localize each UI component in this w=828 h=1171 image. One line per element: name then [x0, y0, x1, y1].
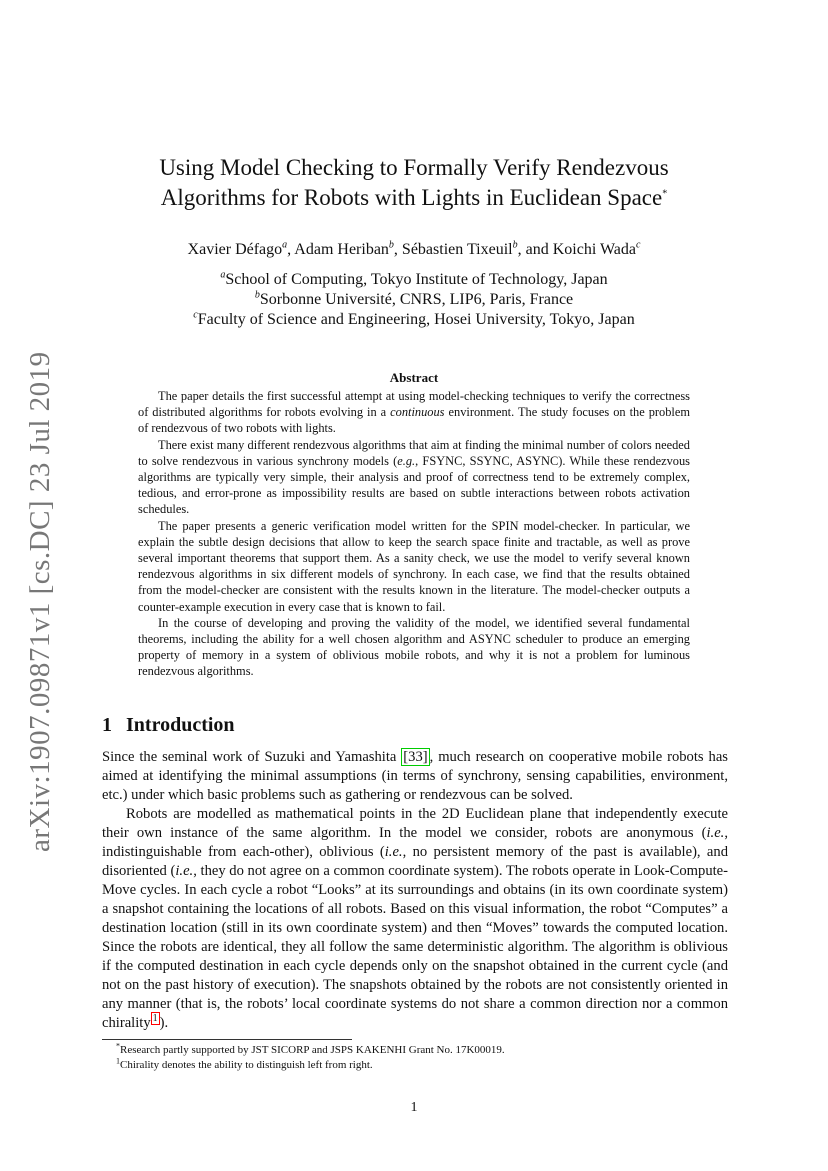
body-paragraph [102, 805, 728, 1033]
arxiv-identifier: arXiv:1907.09871v1 [cs.DC] 23 Jul 2019 [24, 351, 56, 852]
citation-link[interactable]: [33] [403, 749, 428, 765]
affiliation-list [120, 270, 708, 330]
affiliation [120, 270, 708, 290]
body-emphasis: i.e. [384, 844, 403, 860]
affiliation-text: Faculty of Science and Engineering, Hosei University, Tokyo, Japan [197, 311, 635, 328]
author-separator: , [393, 241, 402, 258]
author-name: Sébastien Tixeuil [401, 241, 513, 258]
body-text: , indistinguishable from each-other), oblivious ( [102, 825, 728, 860]
abstract-text: There exist many different rendezvous algorithms that aim at finding the minimal number of colors needed to solve rendezvous in various synchrony models ( [138, 437, 690, 468]
title-line-2 [120, 183, 708, 213]
affiliation-text: School of Computing, Tokyo Institute of Technology, Japan [225, 271, 608, 288]
footnote-mark: 1 [116, 1056, 120, 1066]
abstract-text: , FSYNC, SSYNC, ASYNC). While these rendezvous algorithms are typically very simple, their analysis and proof of correctness tend to be extremely complex, tedious, and error-prone as impossibility results are based on subtle interactions between robots activation schedules. [138, 453, 690, 517]
body-text: , they do not agree on a common coordinate system). The robots operate in Look-Compute-Move cycles. In each cycle a robot “Looks” at its surroundings and obtains (in its own coordinate system) a snapshot containing the locations of all robots. Based on this visual information, the robot “Computes” a destination location (still in its own coordinate system) and then “Moves” towards the computed location. Since the robots are identical, they all follow the same deterministic algorithm. The algorithm is oblivious if the computed destination in each cycle depends only on the snapshot obtained in the current cycle (and not on the past history of execution). The snapshots obtained by the robots are not consistently oriented in any manner (that is, the robots’ local coordinate systems do not share a common direction nor a common chirality [102, 863, 729, 1031]
author-mark: a [282, 239, 288, 251]
author-mark: c [636, 239, 641, 251]
footnote-link[interactable]: 1 [152, 1013, 158, 1025]
footnote [102, 1043, 728, 1058]
affiliation-mark: b [254, 289, 260, 301]
section-heading [102, 712, 235, 738]
body-text: Robots are modelled as mathematical points in the 2D Euclidean plane that independently execute their own instance of the same algorithm. In the model we consider, robots are anonymous ( [102, 806, 728, 841]
author-mark: b [512, 239, 518, 251]
page-number: 1 [410, 1100, 418, 1115]
affiliation-mark: a [220, 269, 226, 281]
footnote-divider [102, 1039, 352, 1040]
body-emphasis: i.e. [175, 863, 194, 879]
section-number: 1 [102, 714, 112, 736]
affiliation [120, 310, 708, 330]
affiliation-text: Sorbonne Université, CNRS, LIP6, Paris, France [259, 291, 574, 308]
abstract-text: The paper details the first successful attempt at using model-checking techniques to verify the correctness of distributed algorithms for robots evolving in a [138, 389, 690, 420]
abstract-paragraph [138, 437, 690, 518]
footnote-text: Chirality denotes the ability to distinguish left from right. [120, 1059, 373, 1071]
abstract-emphasis: continuous [390, 405, 445, 420]
abstract-paragraph: The paper presents a generic verification model written for the SPIN model-checker. In particular, we explain the subtle design decisions that allow to keep the search space finite and tractable, as well as prove several important theorems that support them. As a sanity check, we use the model to verify several known rendezvous algorithms in six different models of synchrony. In each case, we find that the results obtained from the model-checker are consistent with the results known in the literature. The model-checker outputs a counter-example execution in every case that is known to fail. [138, 518, 690, 614]
body-text: ). [159, 1015, 169, 1031]
author-name: Xavier Défago [187, 241, 283, 258]
affiliation-mark: c [193, 309, 198, 321]
footnote-mark: * [116, 1041, 120, 1051]
section-title: Introduction [126, 714, 235, 736]
author-list [120, 240, 708, 260]
abstract-emphasis: e.g. [397, 453, 416, 468]
title-line-2-text: Algorithms for Robots with Lights in Euclidean Space [160, 185, 663, 210]
abstract-heading: Abstract [389, 370, 439, 385]
title-line-1: Using Model Checking to Formally Verify Rendezvous [159, 155, 669, 180]
body-text: Since the seminal work of Suzuki and Yamashita [102, 749, 402, 765]
footnote [102, 1058, 728, 1073]
footnotes [102, 1043, 728, 1073]
abstract-paragraph: In the course of developing and proving the validity of the model, we identified several fundamental theorems, including the ability for a well chosen algorithm and ASYNC scheduler to produce an emerging property of memory in a system of oblivious mobile robots, and why it is not a problem for luminous rendezvous algorithms. [138, 615, 690, 679]
author-mark: b [388, 239, 394, 251]
author-name: Koichi Wada [552, 241, 636, 258]
body-text: , no persistent memory of the past is available), and disoriented ( [102, 844, 728, 879]
body-paragraph [102, 748, 728, 805]
abstract-text: environment. The study focuses on the problem of rendezvous of two robots with lights. [138, 405, 690, 436]
abstract-body [138, 388, 690, 680]
author-separator: , [287, 241, 295, 258]
abstract-paragraph [138, 388, 690, 437]
author-name: Adam Heriban [294, 241, 389, 258]
affiliation [120, 290, 708, 310]
author-separator: , and [517, 241, 553, 258]
paper-title [120, 153, 708, 213]
footnote-text: Research partly supported by JST SICORP and JSPS KAKENHI Grant No. 17K00019. [120, 1044, 505, 1056]
introduction-body [102, 748, 728, 1033]
title-footnote-mark: * [662, 188, 668, 200]
body-emphasis: i.e. [706, 825, 725, 841]
body-text: , much research on cooperative mobile robots has aimed at identifying the minimal assumptions (in terms of synchrony, sensing capabilities, environment, etc.) under which basic problems such as gathering or rendezvous can be solved. [102, 749, 728, 803]
